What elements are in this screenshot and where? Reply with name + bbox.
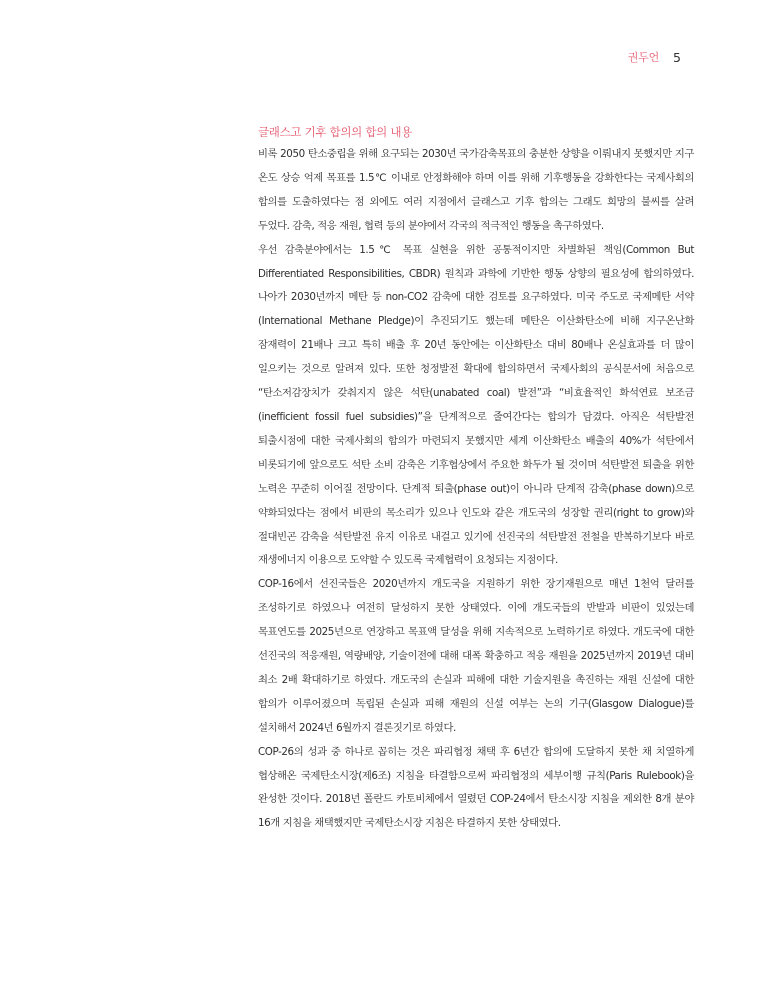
- header-author: 권두언: [627, 51, 660, 64]
- paragraph-finance: COP-16에서 선진국들은 2020년까지 개도국을 지원하기 위한 장기재원으로 매년 1천억 달러를 조성하기로 하였으나 여전히 달성하지 못한 상태였다. 이에 개도국들의 반발과 비판이 있었는데 목표연도를 2025년으로 연장하고 목표액 달성을 위해 지속적으로 노력하기로 하였다. 개도국에 대한 선진국의 적응재원, 역량배양, 기술이전에 대해 대폭 확충하고 적응 재원을 2025년까지 2019년 대비 최소 2배 확대하기로 하였다. 개도국의 손실과 피해에 대한 기술지원을 촉진하는 재원 신설에 대한 합의가 이루어졌으며 독립된 손실과 피해 재원의 신설 여부는 논의 기구(Glasgow Dialogue)를 설치해서 2024년 6월까지 결론짓기로 하였다.: [258, 578, 694, 734]
- article-body: [258, 121, 694, 836]
- running-header: [628, 49, 681, 65]
- page-number: 5: [673, 49, 681, 65]
- paragraph-carbon-market: COP-26의 성과 중 하나로 꼽히는 것은 파리협정 채택 후 6년간 합의에 도달하지 못한 채 치열하게 협상해온 국제탄소시장(제6조) 지침을 타결함으로써 파리협정의 세부이행 규칙(Paris Rulebook)을 완성한 것이다. 2018년 폴란드 카토비체에서 열렸던 COP-24에서 탄소시장 지침을 제외한 8개 분야 16개 지침을 채택했지만 국제탄소시장 지침은 타결하지 못한 상태였다.: [258, 745, 694, 830]
- paragraph-mitigation: 우선 감축분야에서는 1.5℃ 목표 실현을 위한 공통적이지만 차별화된 책임(Common But Differentiated Responsibilities, CBDR) 원칙과 과학에 기반한 행동 상향의 필요성에 합의하였다. 나아가 2030년까지 메탄 등 non-CO2 감축에 대한 검토를 요구하였다. 미국 주도로 국제메탄 서약(International Methane Pledge)이 추진되기도 했는데 메탄은 이산화탄소에 비해 지구온난화 잠재력이 21배나 크고 특히 배출 후 20년 동안에는 이산화탄소 대비 80배나 온실효과를 더 많이 일으키는 것으로 알려져 있다. 또한 청정발전 확대에 합의하면서 국제사회의 공식문서에 처음으로 “탄소저감장치가 갖춰지지 않은 석탄(unabated coal) 발전”과 “비효율적인 화석연료 보조금(inefficient fossil fuel subsidies)”을 단계적으로 줄여간다는 합의가 담겼다. 아직은 석탄발전 퇴출시점에 대한 국제사회의 합의가 마련되지 못했지만 세계 이산화탄소 배출의 40%가 석탄에서 비롯되기에 앞으로도 석탄 소비 감축은 기후협상에서 주요한 화두가 될 것이며 석탄발전 퇴출을 위한 노력은 꾸준히 이어질 전망이다. 단계적 퇴출(phase out)이 아니라 단계적 감축(phase down)으로 약화되었다는 점에서 비판의 목소리가 있으나 인도와 같은 개도국의 성장할 권리(right to grow)와 절대빈곤 감축을 석탄발전 유지 이유로 내걸고 있기에 선진국의 석탄발전 전철을 반복하기보다 바로 재생에너지 이용으로 도약할 수 있도록 국제협력이 요청되는 지점이다.: [258, 243, 694, 567]
- paragraph-intro: 비록 2050 탄소중립을 위해 요구되는 2030년 국가감축목표의 충분한 상향을 이뤄내지 못했지만 지구 온도 상승 억제 목표를 1.5℃ 이내로 안정화해야 하며 이를 위해 기후행동을 강화한다는 국제사회의 합의를 도출하였다는 점 외에도 여러 지점에서 글래스고 기후 합의는 그래도 희망의 불씨를 살려 두었다. 감축, 적응 재원, 협력 등의 분야에서 각국의 적극적인 행동을 촉구하였다.: [258, 148, 694, 232]
- section-title: 글래스고 기후 합의의 합의 내용: [258, 125, 412, 139]
